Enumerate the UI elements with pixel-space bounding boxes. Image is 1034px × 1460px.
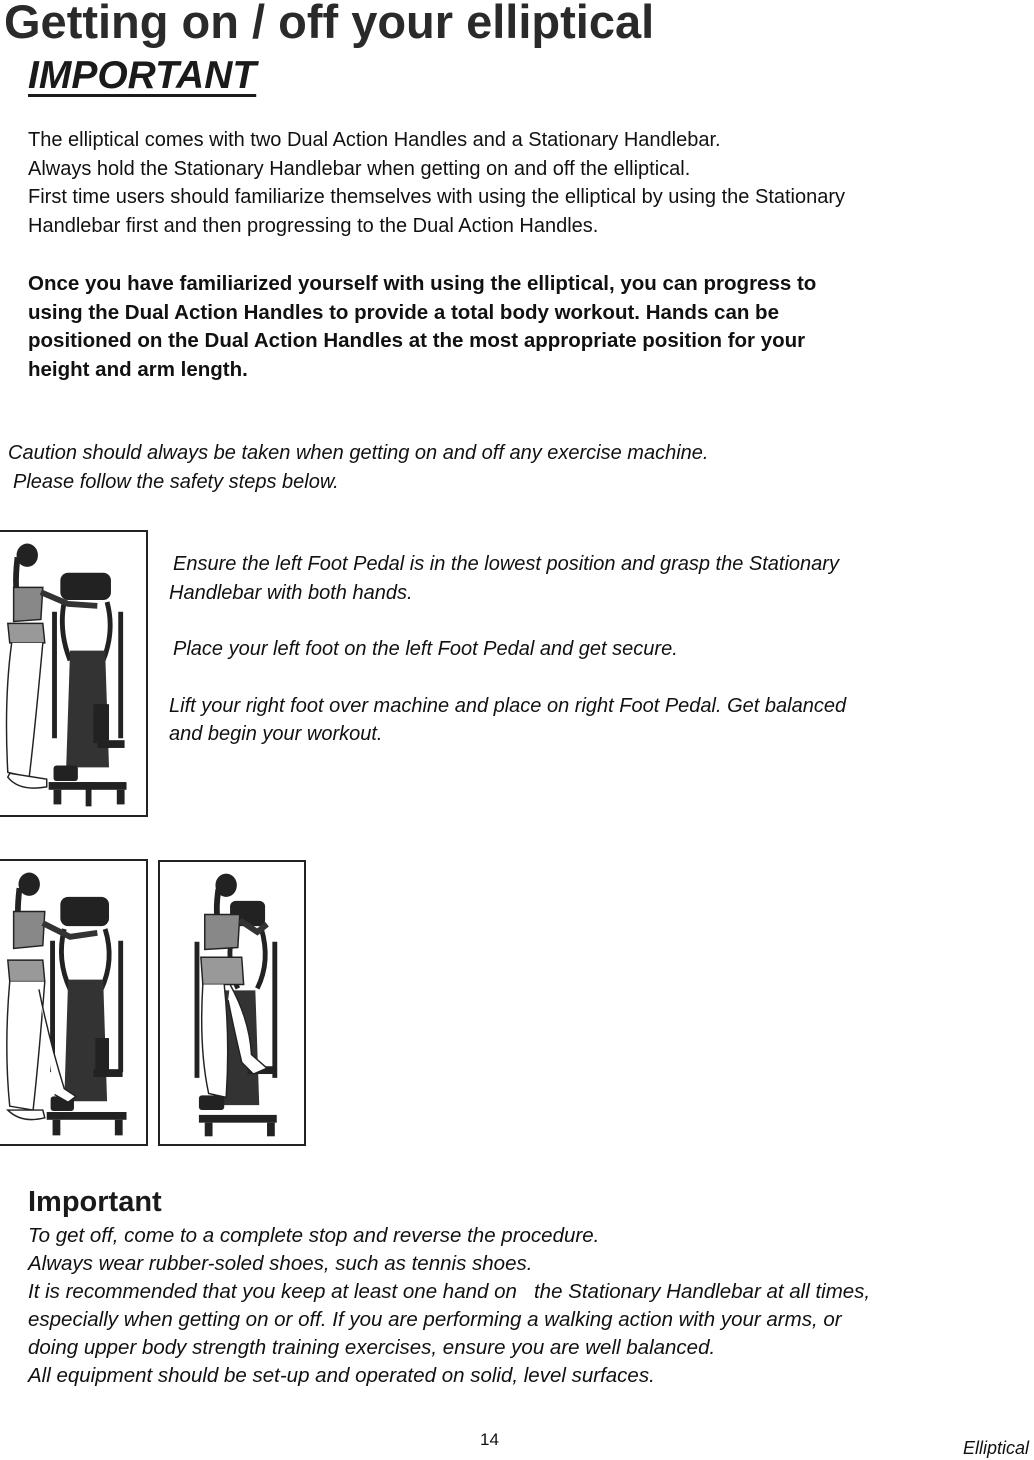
caution-line: Please follow the safety steps below. (13, 470, 339, 493)
step-line: Handlebar with both hands. (169, 581, 413, 604)
bold-note-paragraph (28, 270, 816, 384)
page-number: 14 (480, 1430, 499, 1449)
illustration-step-1 (0, 530, 148, 817)
step-item (169, 692, 846, 749)
closing-line: doing upper body strength training exercises, ensure you are well balanced. (28, 1336, 716, 1359)
closing-line: especially when getting on or off. If you are performing a walking action with your arms, or (28, 1308, 842, 1331)
closing-paragraph (28, 1222, 870, 1390)
step-line: Lift your right foot over machine and place on right Foot Pedal. Get balanced (169, 694, 847, 717)
elliptical-user-illustration-icon (0, 861, 146, 1144)
step-line: Ensure the left Foot Pedal is in the lowest position and grasp the Stationary (173, 553, 839, 575)
step-line: Place your left foot on the left Foot Pedal and get secure. (173, 638, 678, 660)
bold-note-line: using the Dual Action Handles to provide a total body workout. Hands can be (28, 300, 779, 324)
intro-line: Always hold the Stationary Handlebar when getting on and off the elliptical. (28, 157, 691, 180)
intro-line: The elliptical comes with two Dual Action Handles and a Stationary Handlebar. (28, 129, 721, 151)
illustration-step-3 (158, 860, 306, 1146)
important-heading: IMPORTANT (28, 54, 257, 97)
bold-note-line: Once you have familiarized yourself with using the elliptical, you can progress to (28, 272, 817, 295)
step-item (169, 550, 846, 607)
bold-note-line: positioned on the Dual Action Handles at the most appropriate position for your (28, 329, 806, 352)
caution-line: Caution should always be taken when getting on and off any exercise machine. (8, 442, 709, 464)
intro-paragraph (28, 126, 845, 240)
bold-note-line: height and arm length. (28, 357, 248, 381)
caution-paragraph (8, 439, 708, 496)
step-line: and begin your workout. (169, 723, 383, 745)
step-item (169, 635, 846, 664)
important-subheading: Important (28, 1186, 162, 1218)
closing-line: Always wear rubber-soled shoes, such as tennis shoes. (28, 1252, 533, 1275)
elliptical-user-illustration-icon (160, 862, 304, 1144)
closing-line: It is recommended that you keep at least one hand on the Stationary Handlebar at all times, (28, 1280, 871, 1303)
footer-label: Elliptical (962, 1438, 1029, 1458)
intro-line: First time users should familiarize themselves with using the elliptical by using the Stationary (28, 186, 846, 208)
intro-line: Handlebar first and then progressing to the Dual Action Handles. (28, 214, 599, 237)
page-title: Getting on / off your elliptical (4, 0, 655, 48)
steps-list (169, 550, 846, 777)
illustration-step-2 (0, 859, 148, 1146)
elliptical-user-illustration-icon (0, 532, 146, 815)
closing-line: All equipment should be set-up and operated on solid, level surfaces. (28, 1364, 655, 1387)
closing-line: To get off, come to a complete stop and reverse the procedure. (28, 1224, 600, 1247)
